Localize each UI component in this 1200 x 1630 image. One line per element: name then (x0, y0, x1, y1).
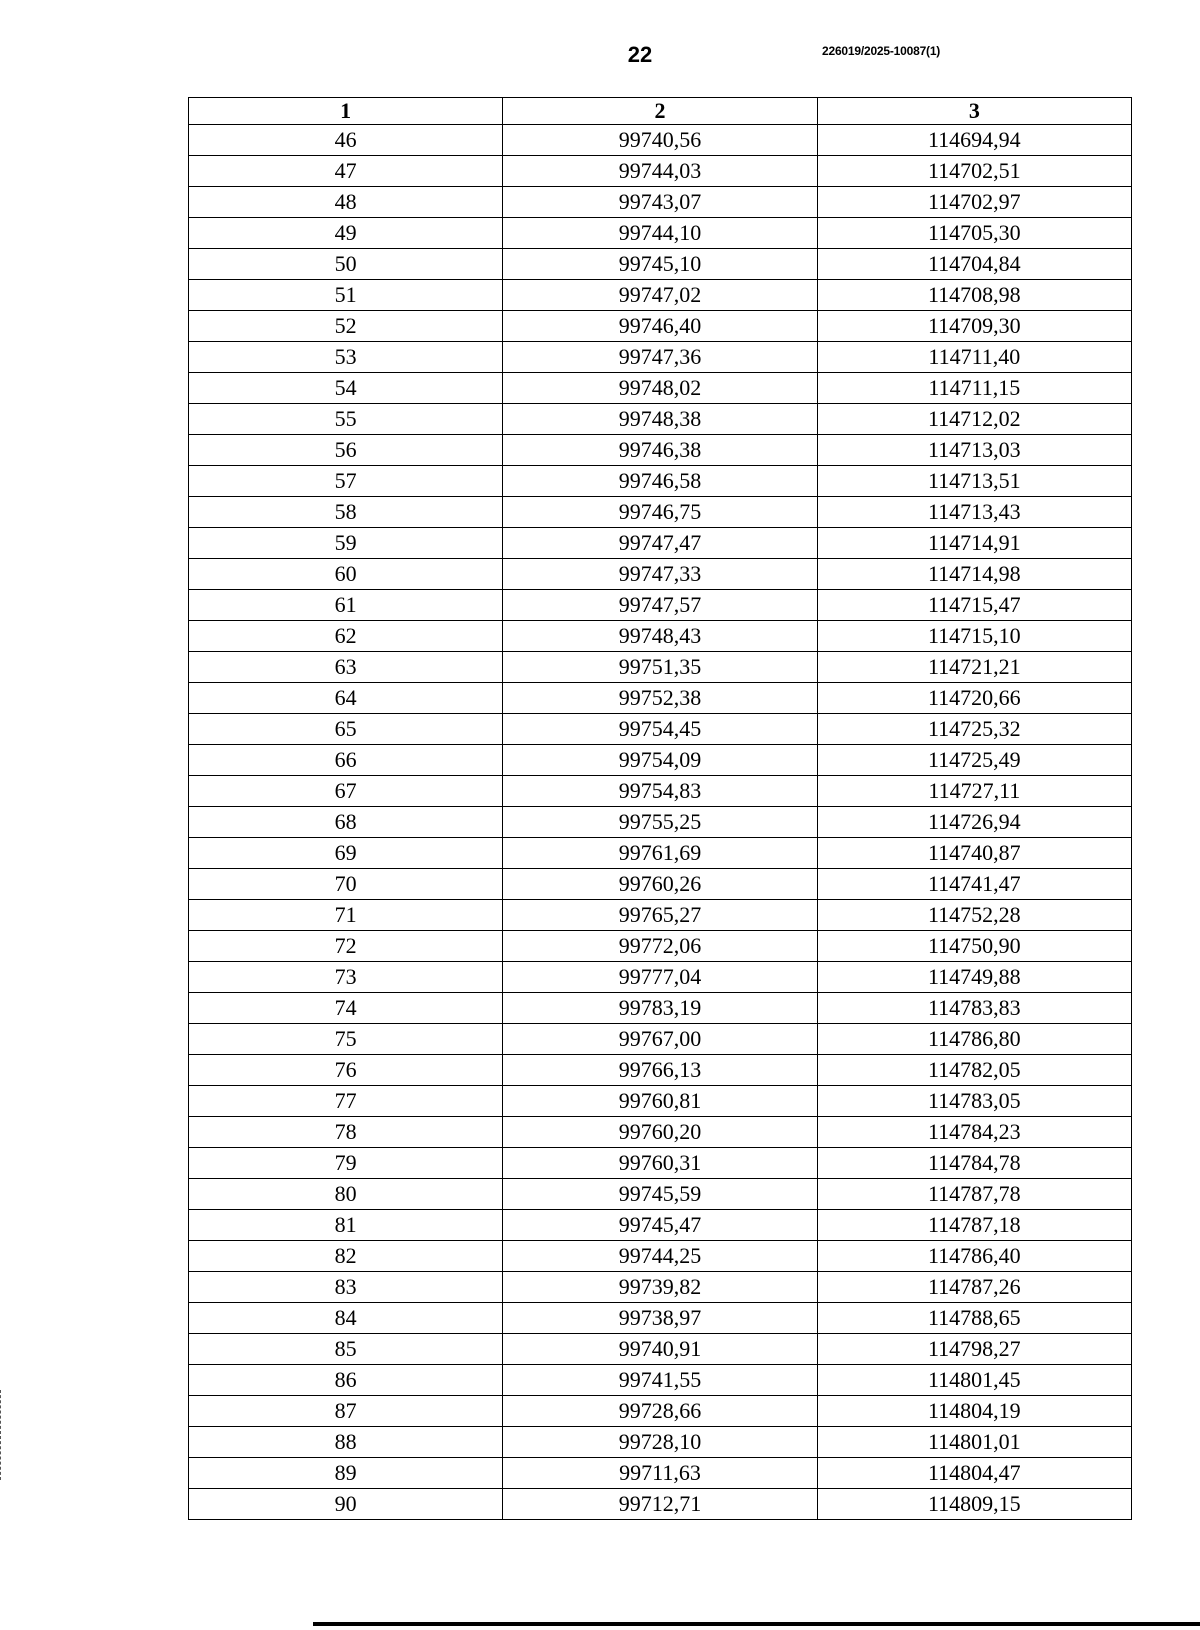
table-cell-col-3: 114726,94 (817, 807, 1131, 838)
table-cell-col-1: 59 (189, 528, 503, 559)
table-cell-col-3: 114721,21 (817, 652, 1131, 683)
table-cell-col-1: 80 (189, 1179, 503, 1210)
table-cell-col-3: 114801,45 (817, 1365, 1131, 1396)
table-cell-col-1: 85 (189, 1334, 503, 1365)
table-cell-col-2: 99746,38 (503, 435, 817, 466)
table-cell-col-3: 114788,65 (817, 1303, 1131, 1334)
table-cell-col-1: 63 (189, 652, 503, 683)
table-cell-col-3: 114741,47 (817, 869, 1131, 900)
table-cell-col-1: 53 (189, 342, 503, 373)
table-cell-col-1: 77 (189, 1086, 503, 1117)
table-row (189, 1148, 1132, 1179)
table-row (189, 931, 1132, 962)
table-row (189, 683, 1132, 714)
table-cell-col-1: 48 (189, 187, 503, 218)
table-cell-col-3: 114709,30 (817, 311, 1131, 342)
table-cell-col-1: 82 (189, 1241, 503, 1272)
table-cell-col-1: 57 (189, 466, 503, 497)
table-row (189, 1458, 1132, 1489)
table-cell-col-3: 114715,10 (817, 621, 1131, 652)
table-cell-col-1: 54 (189, 373, 503, 404)
table-body (189, 125, 1132, 1520)
table-cell-col-1: 49 (189, 218, 503, 249)
table-cell-col-1: 76 (189, 1055, 503, 1086)
table-row (189, 652, 1132, 683)
table-row (189, 1365, 1132, 1396)
table-cell-col-1: 84 (189, 1303, 503, 1334)
table-row (189, 435, 1132, 466)
table-row (189, 807, 1132, 838)
table-cell-col-2: 99746,58 (503, 466, 817, 497)
table-cell-col-1: 64 (189, 683, 503, 714)
table-cell-col-3: 114711,40 (817, 342, 1131, 373)
table-cell-col-2: 99738,97 (503, 1303, 817, 1334)
table-cell-col-3: 114787,18 (817, 1210, 1131, 1241)
table-cell-col-1: 81 (189, 1210, 503, 1241)
table-cell-col-2: 99748,43 (503, 621, 817, 652)
table-cell-col-3: 114801,01 (817, 1427, 1131, 1458)
coordinates-table (188, 97, 1132, 1520)
table-cell-col-1: 72 (189, 931, 503, 962)
table-cell-col-2: 99745,47 (503, 1210, 817, 1241)
table-cell-col-1: 90 (189, 1489, 503, 1520)
table-cell-col-1: 52 (189, 311, 503, 342)
table-cell-col-2: 99748,38 (503, 404, 817, 435)
table-cell-col-3: 114702,97 (817, 187, 1131, 218)
table-row (189, 962, 1132, 993)
table-cell-col-3: 114749,88 (817, 962, 1131, 993)
table-cell-col-3: 114708,98 (817, 280, 1131, 311)
table-cell-col-2: 99755,25 (503, 807, 817, 838)
table-cell-col-2: 99744,03 (503, 156, 817, 187)
table-cell-col-2: 99746,40 (503, 311, 817, 342)
table-cell-col-3: 114704,84 (817, 249, 1131, 280)
table-cell-col-1: 51 (189, 280, 503, 311)
table-header-row (189, 98, 1132, 125)
table-cell-col-3: 114725,49 (817, 745, 1131, 776)
table-cell-col-1: 75 (189, 1024, 503, 1055)
table-row (189, 1210, 1132, 1241)
table-row (189, 280, 1132, 311)
table-cell-col-3: 114809,15 (817, 1489, 1131, 1520)
table-cell-col-1: 78 (189, 1117, 503, 1148)
table-cell-col-3: 114787,26 (817, 1272, 1131, 1303)
table-cell-col-3: 114804,47 (817, 1458, 1131, 1489)
table-row (189, 900, 1132, 931)
table-cell-col-1: 71 (189, 900, 503, 931)
table-cell-col-2: 99760,31 (503, 1148, 817, 1179)
table-cell-col-2: 99766,13 (503, 1055, 817, 1086)
table-cell-col-2: 99767,00 (503, 1024, 817, 1055)
table-row (189, 714, 1132, 745)
table-cell-col-3: 114786,80 (817, 1024, 1131, 1055)
table-cell-col-1: 68 (189, 807, 503, 838)
table-cell-col-2: 99747,02 (503, 280, 817, 311)
table-cell-col-3: 114782,05 (817, 1055, 1131, 1086)
table-row (189, 1303, 1132, 1334)
table-row (189, 342, 1132, 373)
table-cell-col-1: 46 (189, 125, 503, 156)
table-cell-col-3: 114804,19 (817, 1396, 1131, 1427)
column-header-1: 1 (189, 98, 503, 125)
table-cell-col-2: 99760,20 (503, 1117, 817, 1148)
table-cell-col-3: 114715,47 (817, 590, 1131, 621)
table-cell-col-2: 99760,81 (503, 1086, 817, 1117)
table-cell-col-1: 86 (189, 1365, 503, 1396)
page-number: 22 (627, 42, 653, 67)
table-row (189, 1396, 1132, 1427)
table-cell-col-3: 114784,78 (817, 1148, 1131, 1179)
table-cell-col-2: 99747,33 (503, 559, 817, 590)
table-row (189, 1117, 1132, 1148)
table-row (189, 838, 1132, 869)
table-row (189, 869, 1132, 900)
table-cell-col-3: 114713,43 (817, 497, 1131, 528)
table-cell-col-2: 99728,66 (503, 1396, 817, 1427)
table-row (189, 125, 1132, 156)
table-row (189, 249, 1132, 280)
table-cell-col-1: 74 (189, 993, 503, 1024)
table-cell-col-1: 65 (189, 714, 503, 745)
table-cell-col-3: 114711,15 (817, 373, 1131, 404)
table-row (189, 776, 1132, 807)
table-cell-col-2: 99728,10 (503, 1427, 817, 1458)
table-cell-col-1: 56 (189, 435, 503, 466)
table-cell-col-1: 50 (189, 249, 503, 280)
table-cell-col-2: 99777,04 (503, 962, 817, 993)
table-row (189, 1086, 1132, 1117)
table-cell-col-2: 99739,82 (503, 1272, 817, 1303)
table-cell-col-2: 99765,27 (503, 900, 817, 931)
table-row (189, 218, 1132, 249)
table-row (189, 528, 1132, 559)
table-cell-col-2: 99760,26 (503, 869, 817, 900)
table-row (189, 497, 1132, 528)
table-cell-col-3: 114725,32 (817, 714, 1131, 745)
table-cell-col-3: 114713,03 (817, 435, 1131, 466)
table-cell-col-1: 88 (189, 1427, 503, 1458)
table-cell-col-1: 61 (189, 590, 503, 621)
table-cell-col-2: 99712,71 (503, 1489, 817, 1520)
table-cell-col-2: 99751,35 (503, 652, 817, 683)
table-cell-col-3: 114714,98 (817, 559, 1131, 590)
table-cell-col-1: 67 (189, 776, 503, 807)
table-row (189, 404, 1132, 435)
table-cell-col-1: 55 (189, 404, 503, 435)
table-cell-col-1: 66 (189, 745, 503, 776)
table-row (189, 373, 1132, 404)
table-cell-col-3: 114783,83 (817, 993, 1131, 1024)
table-cell-col-3: 114752,28 (817, 900, 1131, 931)
table-cell-col-2: 99754,45 (503, 714, 817, 745)
table-cell-col-2: 99754,83 (503, 776, 817, 807)
table-cell-col-3: 114798,27 (817, 1334, 1131, 1365)
table-row (189, 1241, 1132, 1272)
table-cell-col-2: 99741,55 (503, 1365, 817, 1396)
table-row (189, 559, 1132, 590)
table-cell-col-3: 114740,87 (817, 838, 1131, 869)
table-cell-col-1: 73 (189, 962, 503, 993)
table-cell-col-3: 114720,66 (817, 683, 1131, 714)
table-cell-col-3: 114727,11 (817, 776, 1131, 807)
table-cell-col-3: 114713,51 (817, 466, 1131, 497)
table-cell-col-1: 70 (189, 869, 503, 900)
table-cell-col-2: 99747,57 (503, 590, 817, 621)
table-row (189, 187, 1132, 218)
table-header (189, 98, 1132, 125)
table-cell-col-2: 99745,10 (503, 249, 817, 280)
table-cell-col-3: 114750,90 (817, 931, 1131, 962)
coordinates-table-container (188, 97, 1132, 1520)
table-row (189, 466, 1132, 497)
table-cell-col-3: 114694,94 (817, 125, 1131, 156)
table-cell-col-3: 114786,40 (817, 1241, 1131, 1272)
table-row (189, 590, 1132, 621)
table-row (189, 1334, 1132, 1365)
table-cell-col-2: 99740,91 (503, 1334, 817, 1365)
table-cell-col-1: 62 (189, 621, 503, 652)
table-cell-col-2: 99748,02 (503, 373, 817, 404)
document-code: 226019/2025-10087(1) (822, 44, 941, 58)
table-row (189, 621, 1132, 652)
table-cell-col-3: 114705,30 (817, 218, 1131, 249)
table-row (189, 1272, 1132, 1303)
table-cell-col-2: 99744,10 (503, 218, 817, 249)
table-row (189, 1024, 1132, 1055)
table-row (189, 745, 1132, 776)
table-cell-col-2: 99744,25 (503, 1241, 817, 1272)
table-row (189, 311, 1132, 342)
table-row (189, 156, 1132, 187)
table-cell-col-2: 99754,09 (503, 745, 817, 776)
table-cell-col-1: 89 (189, 1458, 503, 1489)
table-cell-col-1: 58 (189, 497, 503, 528)
table-cell-col-2: 99746,75 (503, 497, 817, 528)
table-cell-col-2: 99743,07 (503, 187, 817, 218)
table-cell-col-3: 114712,02 (817, 404, 1131, 435)
table-cell-col-2: 99745,59 (503, 1179, 817, 1210)
scan-edge-mark (0, 1390, 3, 1480)
column-header-3: 3 (817, 98, 1131, 125)
table-row (189, 1489, 1132, 1520)
table-row (189, 1179, 1132, 1210)
table-cell-col-2: 99772,06 (503, 931, 817, 962)
table-cell-col-3: 114783,05 (817, 1086, 1131, 1117)
table-cell-col-2: 99783,19 (503, 993, 817, 1024)
bottom-rule-line (313, 1622, 1200, 1626)
table-cell-col-2: 99740,56 (503, 125, 817, 156)
table-cell-col-3: 114784,23 (817, 1117, 1131, 1148)
table-cell-col-2: 99747,47 (503, 528, 817, 559)
table-cell-col-1: 60 (189, 559, 503, 590)
table-cell-col-3: 114714,91 (817, 528, 1131, 559)
table-cell-col-3: 114702,51 (817, 156, 1131, 187)
table-cell-col-1: 79 (189, 1148, 503, 1179)
table-cell-col-1: 69 (189, 838, 503, 869)
table-row (189, 993, 1132, 1024)
column-header-2: 2 (503, 98, 817, 125)
table-cell-col-2: 99752,38 (503, 683, 817, 714)
table-cell-col-1: 83 (189, 1272, 503, 1303)
table-row (189, 1427, 1132, 1458)
table-cell-col-2: 99761,69 (503, 838, 817, 869)
table-cell-col-1: 87 (189, 1396, 503, 1427)
table-cell-col-1: 47 (189, 156, 503, 187)
table-row (189, 1055, 1132, 1086)
table-cell-col-2: 99747,36 (503, 342, 817, 373)
table-cell-col-3: 114787,78 (817, 1179, 1131, 1210)
table-cell-col-2: 99711,63 (503, 1458, 817, 1489)
